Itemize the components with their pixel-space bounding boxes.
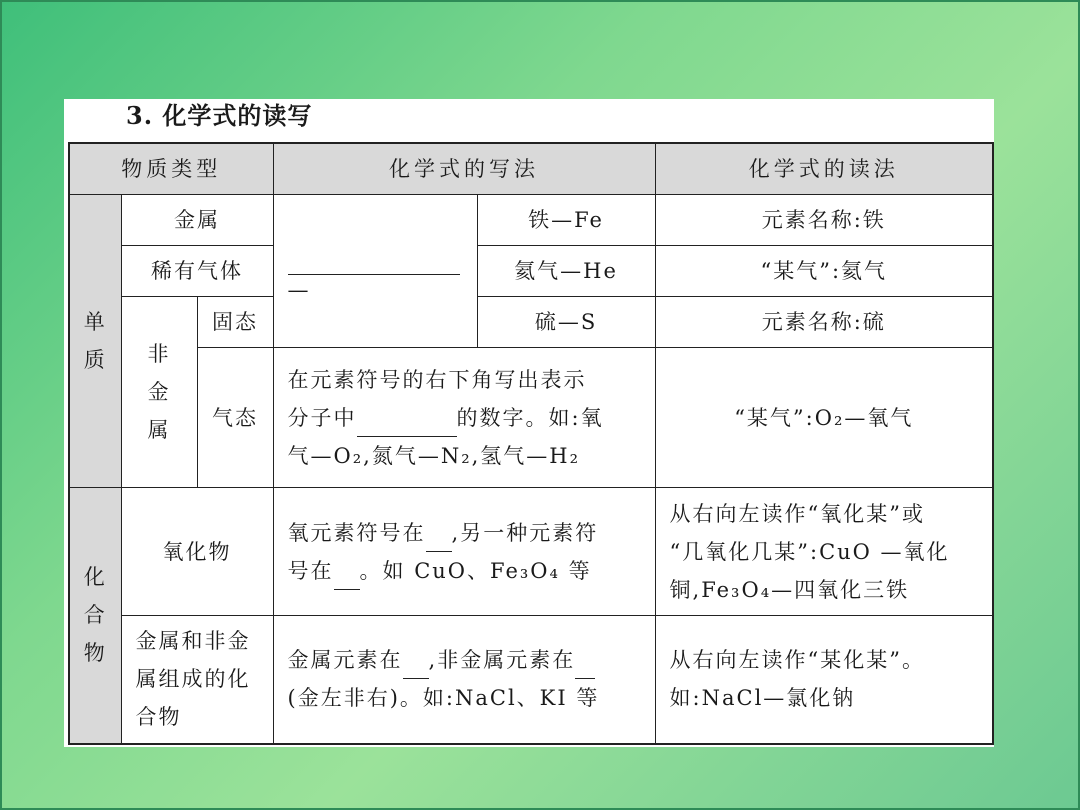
answer-blank-line xyxy=(288,248,460,275)
header-writing: 化学式的写法 xyxy=(273,143,655,195)
label-simple-substance: 单 质 xyxy=(69,195,121,488)
reading-noble-gas: “某气”:氦气 xyxy=(655,246,993,297)
row-metal-nonmetal-compound xyxy=(69,616,993,744)
answer-blank-line xyxy=(357,410,457,437)
row-oxide xyxy=(69,488,993,616)
type-oxide: 氧化物 xyxy=(121,488,273,616)
label-compound: 化 合 物 xyxy=(69,488,121,744)
type-solid: 固态 xyxy=(197,297,273,348)
blank-dash: — xyxy=(287,278,311,302)
writing-gas: 在元素符号的右下角写出表示 分子中 的数字。如:氧 气—O₂,氮气—N₂,氢气—H₂ xyxy=(273,348,655,488)
document-sheet xyxy=(64,99,994,747)
row-noble-gas xyxy=(69,246,993,297)
reading-metal-nonmetal-compound: 从右向左读作“某化某”。 如:NaCl—氯化钠 xyxy=(655,616,993,744)
chemical-formula-table xyxy=(68,142,994,745)
writing-metal-nonmetal-compound: 金属元素在 ,非金属元素在 (金左非右)。如:NaCl、KI 等 xyxy=(273,616,655,744)
header-reading: 化学式的读法 xyxy=(655,143,993,195)
reading-solid: 元素名称:硫 xyxy=(655,297,993,348)
header-substance-type: 物质类型 xyxy=(69,143,273,195)
reading-gas: “某气”:O₂—氧气 xyxy=(655,348,993,488)
label-nonmetal: 非 金 属 xyxy=(121,297,197,488)
row-metal xyxy=(69,195,993,246)
example-metal: 铁—Fe xyxy=(477,195,655,246)
answer-blank-line xyxy=(426,525,452,552)
row-gas-nonmetal xyxy=(69,348,993,488)
type-metal-nonmetal-compound: 金属和非金 属组成的化 合物 xyxy=(121,616,273,744)
header-row xyxy=(69,143,993,195)
row-solid-nonmetal xyxy=(69,297,993,348)
type-metal: 金属 xyxy=(121,195,273,246)
example-solid: 硫—S xyxy=(477,297,655,348)
type-gas: 气态 xyxy=(197,348,273,488)
blank-cell xyxy=(273,195,477,348)
type-noble-gas: 稀有气体 xyxy=(121,246,273,297)
answer-blank-line xyxy=(334,563,360,590)
section-heading: 3. 化学式的读写 xyxy=(126,101,313,130)
answer-blank-line xyxy=(575,652,595,679)
reading-metal: 元素名称:铁 xyxy=(655,195,993,246)
answer-blank-line xyxy=(403,652,429,679)
example-noble-gas: 氦气—He xyxy=(477,246,655,297)
reading-oxide: 从右向左读作“氧化某”或 “几氧化几某”:CuO —氧化 铜,Fe₃O₄—四氧化三铁 xyxy=(655,488,993,616)
writing-oxide: 氧元素符号在 ,另一种元素符 号在 。如 CuO、Fe₃O₄ 等 xyxy=(273,488,655,616)
